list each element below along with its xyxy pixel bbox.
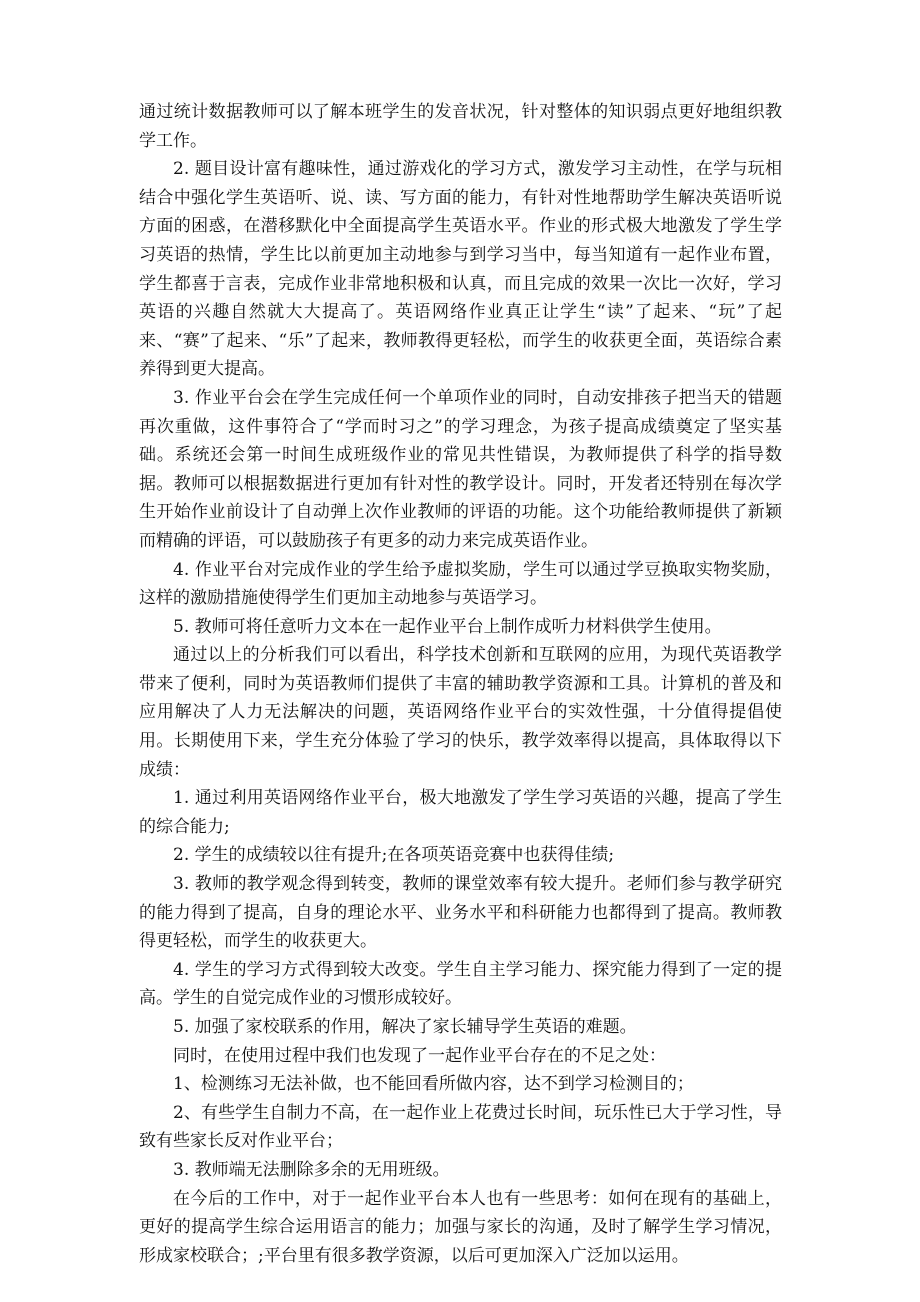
- paragraph: 3. 作业平台会在学生完成任何一个单项作业的同时，自动安排孩子把当天的错题再次重做，这件事符合了“学而时习之”的学习理念，为孩子提高成绩奠定了坚实基础。系统还会第一时间生成班级作业的常见共性错误，为教师提供了科学的指导数据。教师可以根据数据进行更加有针对性的教学设计。同时，开发者还特别在每次学生开始作业前设计了自动弹上次作业教师的评语的功能。这个功能给教师提供了新颖而精确的评语，可以鼓励孩子有更多的动力来完成英语作业。: [139, 387, 782, 551]
- paragraph: 同时，在使用过程中我们也发现了一起作业平台存在的不足之处：: [173, 1045, 666, 1066]
- paragraph: 通过统计数据教师可以了解本班学生的发音状况，针对整体的知识弱点更好地组织教学工作。: [139, 102, 782, 151]
- paragraph: 4. 学生的学习方式得到较大改变。学生自主学习能力、探究能力得到了一定的提高。学生的自觉完成作业的习惯形成较好。: [139, 959, 782, 1009]
- paragraph: 2. 题目设计富有趣味性，通过游戏化的学习方式，激发学习主动性，在学与玩相结合中强化学生英语听、说、读、写方面的能力，有针对性地帮助学生解决英语听说方面的困惑，在潜移默化中全面提高学生英语水平。作业的形式极大地激发了学生学习英语的热情，学生比以前更加主动地参与到学习当中，每当知道有一起作业布置，学生都喜于言表，完成作业非常地积极和认真，而且完成的效果一次比一次好，学习英语的兴趣自然就大大提高了。英语网络作业真正让学生“读”了起来、“玩”了起来、“赛”了起来、“乐”了起来，教师教得更轻松，而学生的收获更全面，英语综合素养得到更大提高。: [139, 159, 782, 380]
- paragraph: 通过以上的分析我们可以看出，科学技术创新和互联网的应用，为现代英语教学带来了便利，同时为英语教师们提供了丰富的辅助教学资源和工具。计算机的普及和应用解决了人力无法解决的问题，英语网络作业平台的实效性强，十分值得提倡使用。长期使用下来，学生充分体验了学习的快乐，教学效率得以提高，具体取得以下成绩：: [139, 645, 782, 780]
- document-body: [139, 98, 782, 1270]
- paragraph: 5. 加强了家校联系的作用，解决了家长辅导学生英语的难题。: [173, 1017, 637, 1037]
- paragraph: 5. 教师可将任意听力文本在一起作业平台上制作成听力材料供学生使用。: [173, 616, 722, 637]
- paragraph: 3. 教师端无法删除多余的无用班级。: [173, 1159, 450, 1180]
- paragraph: 在今后的工作中，对于一起作业平台本人也有一些思考：如何在现有的基础上，更好的提高学生综合运用语言的能力；加强与家长的沟通，及时了解学生学习情况，形成家校联合；;平台里有很多教学资源，以后可更加深入广泛加以运用。: [139, 1188, 782, 1266]
- paragraph: 2. 学生的成绩较以往有提升;在各项英语竞赛中也获得佳绩;: [173, 845, 615, 866]
- paragraph: 4. 作业平台对完成作业的学生给予虚拟奖励，学生可以通过学豆换取实物奖励，这样的激励措施使得学生们更加主动地参与英语学习。: [139, 559, 782, 609]
- paragraph: 1、检测练习无法补做，也不能回看所做内容，达不到学习检测目的；: [173, 1074, 694, 1095]
- paragraph: 2、有些学生自制力不高，在一起作业上花费过长时间，玩乐性已大于学习性，导致有些家长反对作业平台；: [139, 1102, 782, 1152]
- paragraph: 3. 教师的教学观念得到转变，教师的课堂效率有较大提升。老师们参与教学研究的能力得到了提高，自身的理论水平、业务水平和科研能力也都得到了提高。教师教得更轻松，而学生的收获更大。: [139, 874, 782, 952]
- paragraph: 1. 通过利用英语网络作业平台，极大地激发了学生学习英语的兴趣，提高了学生的综合能力;: [139, 788, 782, 837]
